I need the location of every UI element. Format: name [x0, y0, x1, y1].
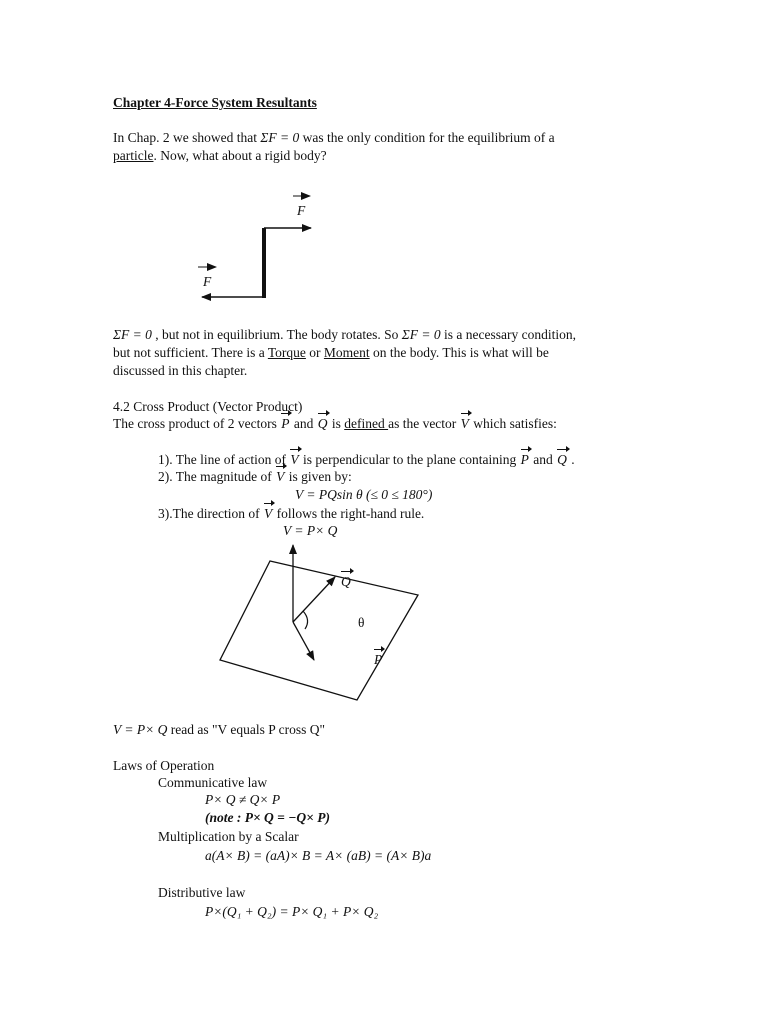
para2-text-1: , but not in equilibrium. The body rotates. So [151, 327, 402, 342]
scalar-law-heading: Multiplication by a Scalar [158, 829, 299, 844]
read-as-line [113, 722, 325, 738]
rule-1-text-d: . [567, 452, 575, 467]
intro-text-3: . Now, what about a rigid body? [153, 148, 327, 163]
definition-line [113, 416, 557, 432]
def-text-3: as the vector [388, 416, 460, 431]
scalar-law-equation: a(A× B) = (aA)× B = A× (aB) = (A× B)a [205, 848, 432, 863]
intro-line-1 [113, 130, 555, 146]
fig1-label-bottom [203, 274, 211, 290]
rule-2-text-b: is given by: [285, 469, 352, 484]
def-text-4: which satisfies: [469, 416, 557, 431]
laws-heading: Laws of Operation [113, 758, 215, 773]
communicative-law-equation: P× Q ≠ Q× P [205, 792, 281, 807]
sum-f-equation-2: ΣF = 0 [113, 327, 152, 342]
torque-term: Torque [267, 345, 306, 360]
plane-parallelogram [220, 561, 418, 700]
def-text-1: The cross product of 2 vectors [113, 416, 281, 431]
rule-1-text-b: is perpendicular to the plane containing [299, 452, 520, 467]
para2-text-2: is a necessary condition, [440, 327, 576, 342]
intro-line-2 [113, 148, 327, 164]
defined-term: defined [344, 416, 389, 431]
rule-1-q: Q [557, 452, 567, 467]
rule-3-text-b: follows the right-hand rule. [273, 506, 425, 521]
distributive-law-equation: P×(Q₁ + Q₂) = P× Q₁ + P× Q₂ [205, 904, 379, 919]
fig1-label-top-text: F [297, 203, 306, 218]
para2-text-3: but not sufficient. There is a [113, 345, 268, 360]
section-heading: 4.2 Cross Product (Vector Product) [113, 399, 303, 414]
page-title: Chapter 4-Force System Resultants [113, 95, 317, 110]
fig2-theta-label: θ [358, 615, 365, 630]
magnitude-formula: V = PQsin θ (≤ 0 ≤ 180°) [295, 487, 433, 502]
para2-line-1 [113, 327, 576, 343]
fig1-label-top [297, 203, 305, 219]
para2-text-4: on the body. This is what will be [369, 345, 549, 360]
rule-2-v: V [276, 469, 285, 484]
rule-1-p: P [520, 452, 529, 467]
angle-arc [303, 611, 308, 629]
def-and: and [290, 416, 317, 431]
intro-text-1: In Chap. 2 we showed that [113, 130, 261, 145]
rule-1-v: V [290, 452, 299, 467]
rule-3 [158, 506, 424, 522]
sum-f-equation: ΣF = 0 [260, 130, 300, 145]
read-as-equation: V = P× Q [113, 722, 168, 737]
vector-p-arrow [293, 622, 314, 660]
para2-line-3 [113, 363, 247, 379]
rule-2-text-a: 2). The magnitude of [158, 469, 276, 484]
sum-f-equation-3: ΣF = 0 [401, 327, 441, 342]
para2-or: or [305, 345, 324, 360]
def-text-2: is [328, 416, 345, 431]
vector-v-symbol: V [460, 416, 469, 431]
para2-line-2 [113, 345, 549, 361]
para2-text-5: discussed in this chapter. [113, 363, 248, 378]
rule-1 [158, 452, 575, 468]
vector-p-symbol: P [281, 416, 290, 431]
fig2-q-label-text: Q [341, 574, 351, 589]
fig2-p-label [373, 652, 383, 668]
particle-term: particle [113, 148, 154, 163]
rule-1-text-c: and [529, 452, 557, 467]
communicative-law-heading: Communicative law [158, 775, 268, 790]
communicative-law-note: (note : P× Q = −Q× P) [205, 810, 330, 825]
intro-text-2: was the only condition for the equilibrium of a [299, 130, 555, 145]
distributive-law-heading: Distributive law [158, 885, 246, 900]
fig2-p-label-text: P [374, 652, 383, 667]
fig2-q-label [340, 574, 352, 590]
moment-term: Moment [323, 345, 370, 360]
vector-q-symbol: Q [317, 416, 328, 431]
rule-1-text-a: 1). The line of action of [158, 452, 290, 467]
read-as-text: read as "V equals P cross Q" [167, 722, 325, 737]
fig2-top-equation: V = P× Q [283, 523, 338, 538]
fig1-label-bottom-text: F [203, 274, 212, 289]
rule-3-text-a: 3).The direction of [158, 506, 263, 521]
vector-q-arrow [293, 577, 335, 622]
rule-3-v: V [263, 506, 273, 521]
rule-2 [158, 469, 352, 485]
